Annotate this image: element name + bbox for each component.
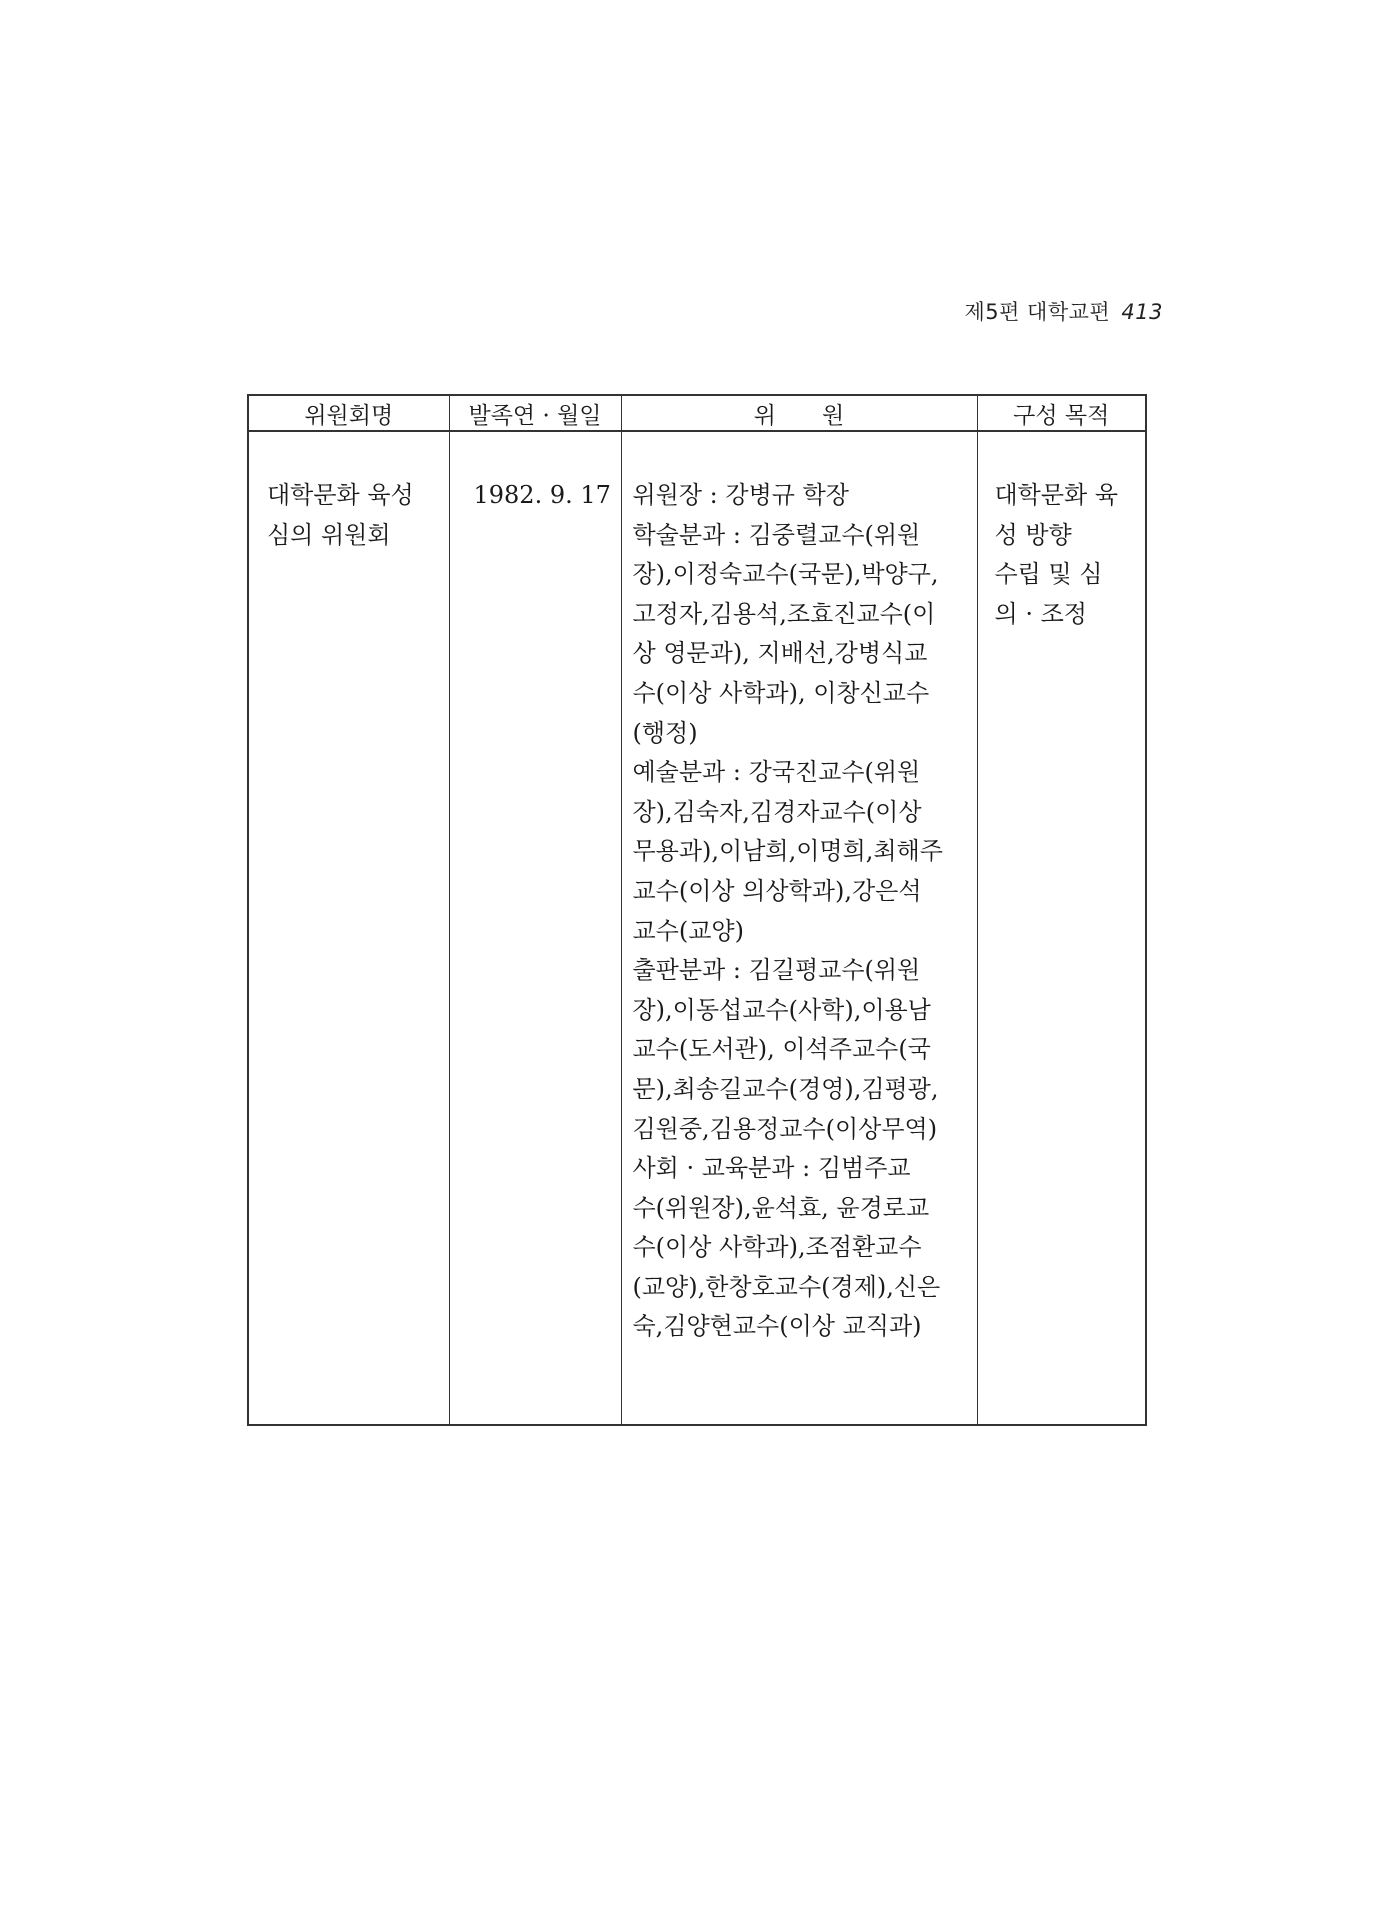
member-line: 교수(도서관), 이석주교수(국	[632, 1035, 931, 1064]
founding-date: 1982. 9. 17	[473, 481, 611, 509]
member-line: 위원장 : 강병규 학장	[632, 481, 849, 509]
members-cell	[621, 431, 977, 1425]
section-title: 제5편 대학교편	[964, 300, 1111, 324]
member-line: 상 영문과), 지배선,강병식교	[632, 639, 928, 668]
purpose-line: 의 · 조정	[994, 599, 1087, 628]
table-row	[248, 431, 1146, 1425]
purpose-line: 성 방향	[994, 520, 1072, 549]
member-line: 출판분과 : 김길평교수(위원	[632, 956, 921, 985]
header-purpose: 구성 목적	[977, 395, 1146, 431]
member-line: 예술분과 : 강국진교수(위원	[632, 758, 921, 787]
running-head	[964, 296, 1163, 326]
member-line: (행정)	[632, 718, 698, 747]
member-line: (교양),한창호교수(경제),신은	[632, 1272, 941, 1301]
member-line: 수(위원장),윤석효, 윤경로교	[632, 1193, 930, 1222]
founding-date-cell	[449, 431, 621, 1425]
committee-name-line: 심의 위원회	[267, 520, 391, 549]
committee-name-line: 대학문화 육성	[267, 481, 414, 509]
purpose-line: 수립 및 심	[994, 560, 1103, 589]
committee-table	[247, 394, 1147, 1426]
member-line: 수(이상 사학과),조점환교수	[632, 1233, 922, 1262]
member-line: 김원중,김용정교수(이상무역)	[632, 1114, 938, 1143]
member-line: 수(이상 사학과), 이창신교수	[632, 678, 930, 707]
member-line: 장),이동섭교수(사학),이용남	[632, 995, 931, 1024]
header-members: 위 원	[621, 395, 977, 431]
member-line: 교수(교양)	[632, 916, 744, 945]
purpose-line: 대학문화 육	[994, 481, 1119, 509]
member-line: 무용과),이남희,이명희,최해주	[632, 837, 943, 866]
member-line: 교수(이상 의상학과),강은석	[632, 876, 922, 905]
page-number: 413	[1121, 300, 1163, 324]
member-line: 학술분과 : 김중렬교수(위원	[632, 520, 921, 549]
committee-name-cell	[248, 431, 449, 1425]
member-line: 장),이정숙교수(국문),박양구,	[632, 560, 939, 589]
purpose-cell	[977, 431, 1146, 1425]
header-committee-name: 위원회명	[248, 395, 449, 431]
table-header-row	[248, 395, 1146, 431]
member-line: 문),최송길교수(경영),김평광,	[632, 1074, 939, 1103]
member-line: 사회 · 교육분과 : 김범주교	[632, 1154, 911, 1183]
member-line: 장),김숙자,김경자교수(이상	[632, 797, 922, 826]
member-line: 고정자,김용석,조효진교수(이	[632, 599, 936, 628]
header-founding-date: 발족연 · 월일	[449, 395, 621, 431]
member-line: 숙,김양현교수(이상 교직과)	[632, 1312, 922, 1341]
